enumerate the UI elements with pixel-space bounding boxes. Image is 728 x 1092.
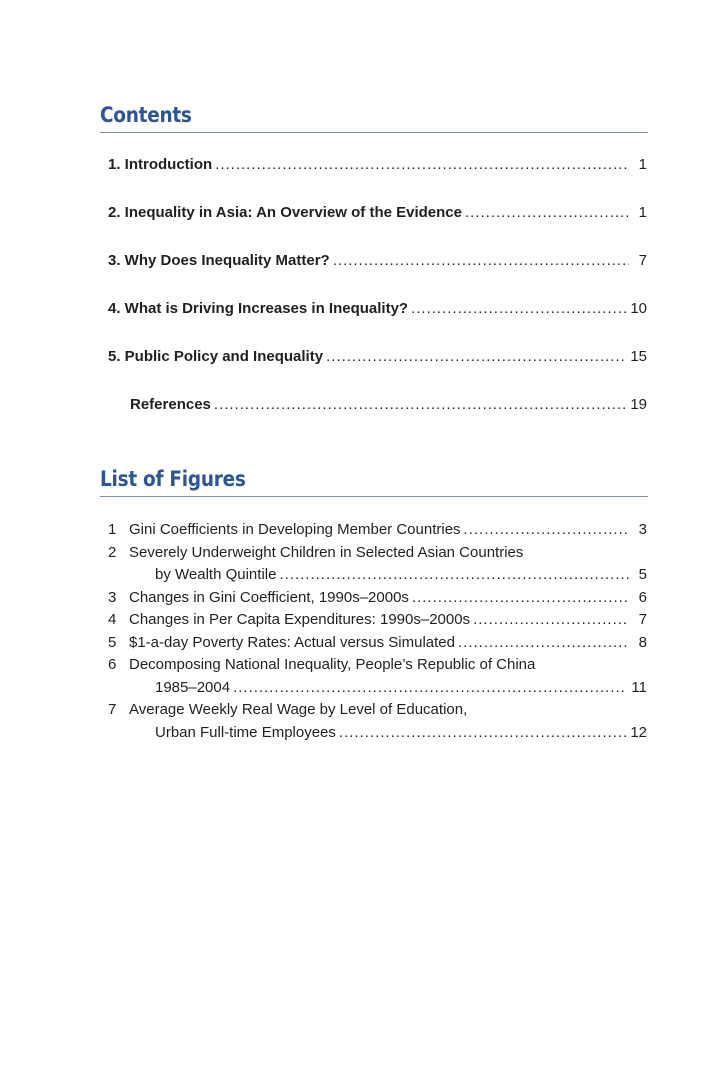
toc-entry-title: 5. Public Policy and Inequality <box>108 348 324 365</box>
figure-page: 12 <box>630 723 647 741</box>
toc-entry[interactable] <box>108 396 647 444</box>
toc-entry-page: 15 <box>630 348 647 365</box>
figure-entry[interactable] <box>108 656 647 701</box>
figure-title: Decomposing National Inequality, People’s Republic of China <box>129 656 536 673</box>
toc-entry-title: 1. Introduction <box>108 156 213 173</box>
figures-heading-block <box>100 467 648 497</box>
figure-number: 1 <box>108 521 117 538</box>
figure-page: 8 <box>638 633 647 651</box>
figure-title: Average Weekly Real Wage by Level of Education, <box>129 701 468 718</box>
dot-leader <box>214 396 626 413</box>
dot-leader <box>215 156 629 173</box>
figure-page: 6 <box>638 588 647 606</box>
figure-entry[interactable] <box>108 634 647 657</box>
contents-heading: Contents <box>100 103 192 127</box>
figure-page: 11 <box>631 678 647 696</box>
figure-title: Severely Underweight Children in Selected Asian Countries <box>129 543 524 561</box>
figure-entry[interactable] <box>108 544 647 589</box>
figure-number: 3 <box>108 588 117 606</box>
contents-heading-block <box>100 103 648 133</box>
toc-entry-title: 3. Why Does Inequality Matter? <box>108 252 330 269</box>
toc-entry[interactable] <box>108 300 647 348</box>
figure-number: 5 <box>108 633 117 651</box>
toc-entry-title: 4. What is Driving Increases in Inequality? <box>108 300 409 317</box>
dot-leader <box>464 521 629 538</box>
toc-entry-page: 19 <box>630 396 647 413</box>
figure-entry[interactable] <box>108 611 647 634</box>
dot-leader <box>339 724 626 741</box>
figure-page: 5 <box>638 566 647 583</box>
toc-entry-title: References <box>130 396 211 413</box>
toc-entry-title: 2. Inequality in Asia: An Overview of the Evidence <box>108 204 462 221</box>
figure-title-continued: by Wealth Quintile <box>155 566 277 583</box>
toc-entry[interactable] <box>108 348 647 396</box>
dot-leader <box>326 348 626 365</box>
figure-title: $1-a-day Poverty Rates: Actual versus Simulated <box>129 633 455 651</box>
figure-title: Changes in Gini Coefficient, 1990s–2000s <box>129 588 409 606</box>
contents-list <box>108 156 647 444</box>
figure-entry[interactable] <box>108 701 647 746</box>
figure-title-continued: 1985–2004 <box>155 678 231 696</box>
toc-entry[interactable] <box>108 204 647 252</box>
toc-entry-page: 7 <box>638 252 647 269</box>
figures-list <box>108 521 647 746</box>
toc-entry-page: 10 <box>630 300 647 317</box>
figure-title: Gini Coefficients in Developing Member Countries <box>129 521 461 538</box>
figure-title-continued: Urban Full-time Employees <box>155 723 336 741</box>
dot-leader <box>411 300 626 317</box>
toc-entry-page: 1 <box>638 204 647 221</box>
figure-page: 3 <box>638 521 647 538</box>
figure-entry[interactable] <box>108 589 647 612</box>
dot-leader <box>458 634 629 651</box>
toc-entry[interactable] <box>108 156 647 204</box>
figure-number: 7 <box>108 701 117 718</box>
dot-leader <box>465 204 629 221</box>
dot-leader <box>333 252 629 269</box>
dot-leader <box>279 566 629 583</box>
toc-entry-page: 1 <box>638 156 647 173</box>
dot-leader <box>412 589 629 606</box>
figure-number: 6 <box>108 656 117 673</box>
dot-leader <box>233 679 627 696</box>
figure-page: 7 <box>638 611 647 628</box>
figures-heading: List of Figures <box>100 467 246 491</box>
figure-number: 2 <box>108 543 117 561</box>
dot-leader <box>473 611 629 628</box>
figure-title: Changes in Per Capita Expenditures: 1990s–2000s <box>129 611 471 628</box>
toc-entry[interactable] <box>108 252 647 300</box>
figure-entry[interactable] <box>108 521 647 544</box>
figure-number: 4 <box>108 611 117 628</box>
